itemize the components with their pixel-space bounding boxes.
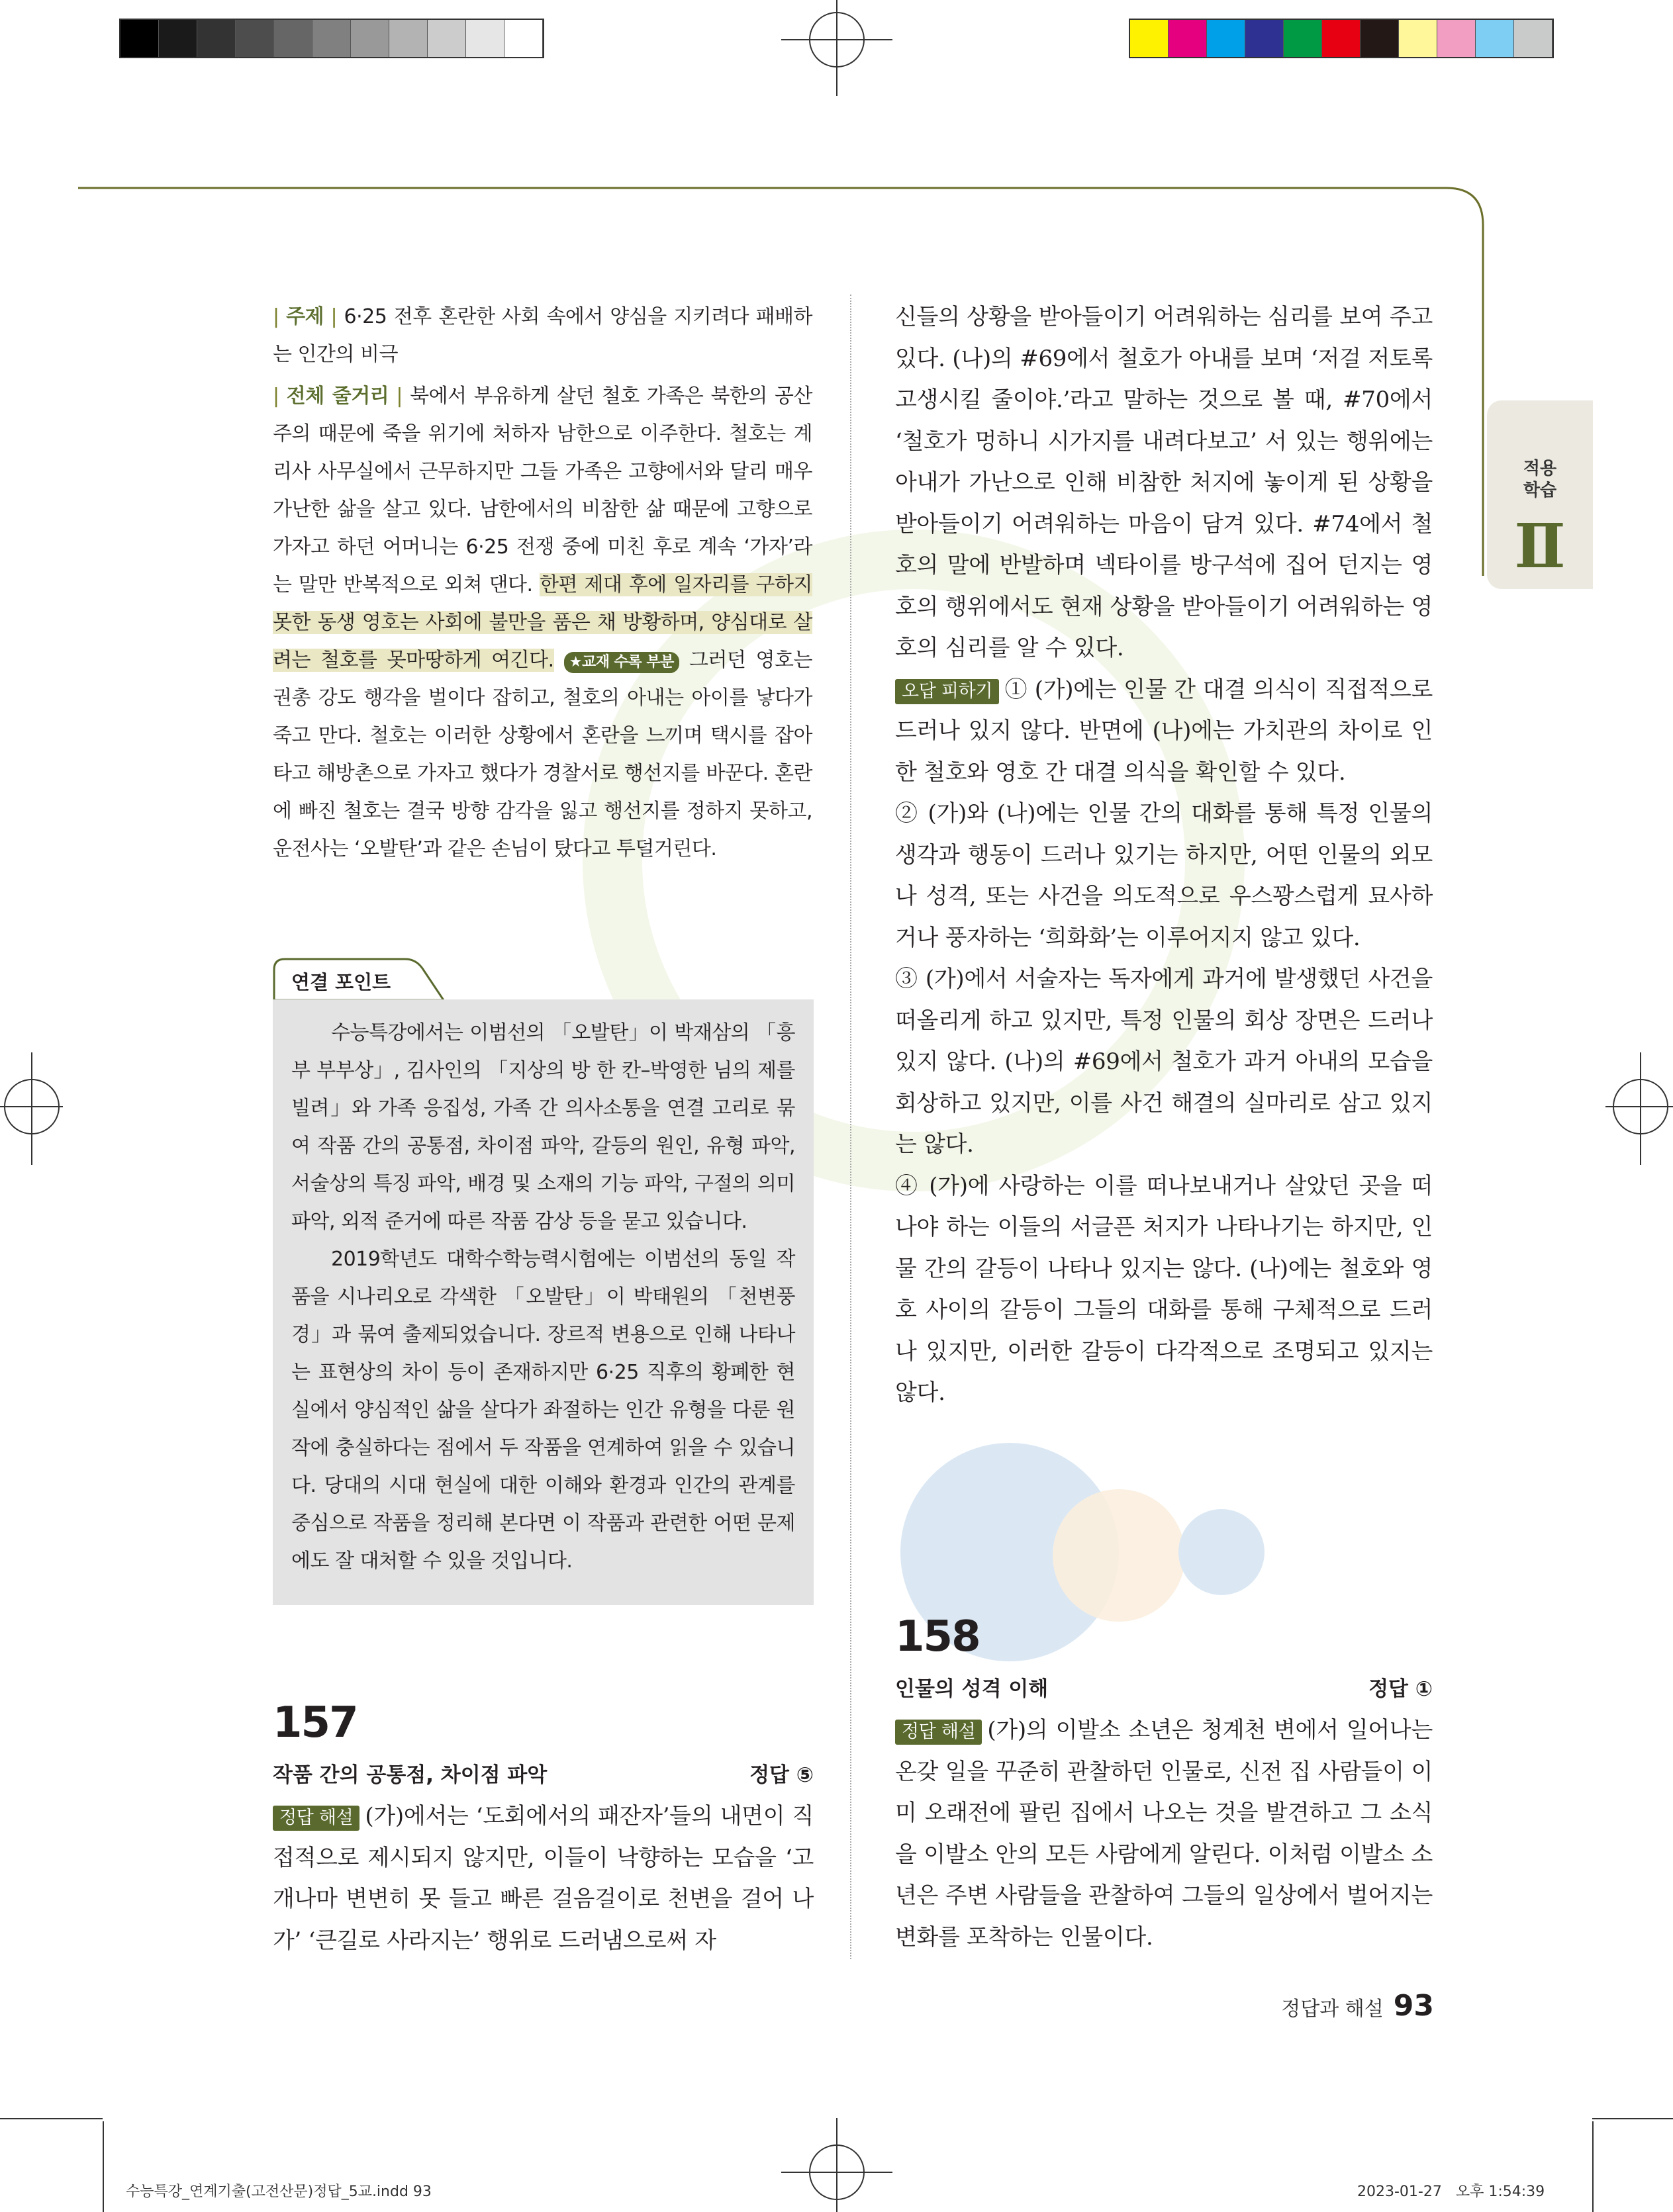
question-157 — [273, 1691, 814, 1961]
theme-paragraph: | 주제 | 6·25 전후 혼란한 사회 속에서 양심을 지키려다 패배하는 인간의 비극 — [273, 305, 813, 366]
textbook-badge-label: 교재 수록 부분 — [582, 654, 674, 670]
question-explanation — [273, 1796, 814, 1961]
wrong-answer-tag: 오답 피하기 — [895, 679, 999, 704]
question-answer: 정답 ① — [1368, 1677, 1433, 1701]
chapter-side-tab — [1487, 400, 1593, 589]
watermark-circle-3 — [1178, 1509, 1265, 1595]
right-column — [895, 297, 1433, 1414]
connection-paragraph-1: 수능특강에서는 이범선의 「오발탄」이 박재삼의 「흥부 부부상」, 김사인의 「지상의 방 한 칸–박영한 님의 제를 빌려」와 가족 응집성, 가족 간 의사소통을 연결 고리로 묶여 작품 간의 공통점, 차이점 파악, 갈등의 원인, 유형 파악, 서술상의 특징 파악, 배경 및 소재의 기능 파악, 구절의 의미 파악, 외적 준거에 따른 작품 감상 등을 묻고 있습니다. — [291, 1021, 795, 1233]
explanation-text: (가)에서는 ‘도회에서의 패잔자’들의 내면이 직접적으로 제시되지 않지만, 이들이 낙향하는 모습을 ‘고개나마 변변히 못 들고 빠른 걸음걸이로 천변을 걸어 나가’ ‘큰길로 사라지는’ 행위로 드러냄으로써 자 — [273, 1803, 814, 1954]
textbook-badge — [564, 652, 679, 673]
section-name: 정답과 해설 — [1281, 1998, 1384, 2021]
side-tab-numeral: Ⅱ — [1514, 510, 1566, 582]
answer-explanation-tag: 정답 해설 — [273, 1806, 359, 1831]
page-number: 93 — [1393, 1989, 1434, 2023]
question-158 — [895, 1605, 1433, 1958]
plot-text-a: 북에서 부유하게 살던 철호 가족은 북한의 공산주의 때문에 죽을 위기에 처하자 남한으로 이주한다. 철호는 계리사 사무실에서 근무하지만 그들 가족은 고향에서와 달리 매우 가난한 삶을 살고 있다. 남한에서의 비참한 삶 때문에 고향으로 가자고 하던 어머니는 6·25 전쟁 중에 미친 후로 계속 ‘가자’라는 말만 반복적으로 외쳐 댄다. — [273, 385, 812, 596]
process-color-bar — [1129, 19, 1554, 58]
wrong-answer-2: ② (가)와 (나)에는 인물 간의 대화를 통해 특정 인물의 생각과 행동이 드러나 있기는 하지만, 어떤 인물의 외모나 성격, 또는 사건을 의도적으로 우스꽝스럽게 묘사하거나 풍자하는 ‘희화화’는 이루어지지 않고 있다. — [895, 800, 1433, 951]
plot-highlight: 한편 제대 후에 일자리를 구하지 못한 동생 영호는 사회에 불만을 품은 채 방황하며, 양심대로 살려는 철호를 못마땅하게 여긴다. — [273, 573, 812, 672]
answer-explanation-tag: 정답 해설 — [895, 1720, 982, 1745]
side-tab-label-1: 적용 — [1523, 459, 1557, 479]
plot-paragraph: | 전체 줄거리 | 북에서 부유하게 살던 철호 가족은 북한의 공산주의 때문에 죽을 위기에 처하자 남한으로 이주한다. 철호는 계리사 사무실에서 근무하지만 그들 가족은 고향에서와 달리 매우 가난한 삶을 살고 있다. 남한에서의 비참한 삶 때문에 고향으로 가자고 하던 어머니는 6·25 전쟁 중에 미친 후로 계속 ‘가자’라는 말만 반복적으로 외쳐 댄다. 한편 제대 후에 일자리를 구하지 못한 동생 영호는 사회에 불만을 품은 채 방황하며, 양심대로 살려는 철호를 못마땅하게 여긴다. ★교재 수록 부분 그러던 영호는 권총 강도 행각을 벌이다 잡히고, 철호의 아내는 아이를 낳다가 죽고 만다. 철호는 이러한 상황에서 혼란을 느끼며 택시를 잡아타고 해방촌으로 가자고 했다가 경찰서로 행선지를 바꾼다. 혼란에 빠진 철호는 결국 방향 감각을 잃고 행선지를 정하지 못하고, 운전사는 ‘오발탄’과 같은 손님이 탔다고 투덜거린다. — [273, 385, 812, 860]
connection-paragraph-2: 2019학년도 대학수학능력시험에는 이범선의 동일 작품을 시나리오로 각색한 「오발탄」이 박태원의 「천변풍경」과 묶여 출제되었습니다. 장르적 변용으로 인해 나타나는 표현상의 차이 등이 존재하지만 6·25 직후의 황폐한 현실에서 양심적인 삶을 살다가 좌절하는 인간 유형을 다룬 원작에 충실하다는 점에서 두 작품을 연계하여 읽을 수 있습니다. 당대의 시대 현실에 대한 이해와 환경과 인간의 관계를 중심으로 작품을 정리해 본다면 이 작품과 관련한 어떤 문제에도 잘 대처할 수 있을 것입니다. — [291, 1248, 795, 1573]
timestamp: 2023-01-27 오후 1:54:39 — [1357, 2184, 1545, 2200]
plot-label: 전체 줄거리 — [286, 385, 389, 408]
wrong-answer-4: ④ (가)에 사랑하는 이를 떠나보내거나 살았던 곳을 떠나야 하는 이들의 서글픈 처지가 나타나기는 하지만, 인물 간의 갈등이 나타나 있지는 않다. (나)에는 철호와 영호 사이의 갈등이 그들의 대화를 통해 구체적으로 드러나 있지만, 이러한 갈등이 다각적으로 조명되고 있지는 않다. — [895, 1172, 1433, 1406]
question-header — [895, 1673, 1433, 1706]
question-number: 158 — [895, 1612, 980, 1661]
wrong-answer-3: ③ (가)에서 서술자는 독자에게 과거에 발생했던 사건을 떠올리게 하고 있지만, 특정 인물의 회상 장면은 드러나 있지 않다. (나)의 #69에서 철호가 과거 아내의 모습을 회상하고 있지만, 이를 사건 해결의 실마리로 삼고 있지는 않다. — [895, 966, 1433, 1158]
summary-section — [273, 298, 812, 868]
file-name: 수능특강_연계기출(고전산문)정답_5교.indd 93 — [126, 2184, 432, 2200]
column-divider — [850, 295, 851, 1959]
question-explanation — [895, 1710, 1433, 1958]
explanation-continued: 신들의 상황을 받아들이기 어려워하는 심리를 보여 주고 있다. (나)의 #69에서 철호가 아내를 보며 ‘저걸 저토록 고생시킬 줄이야.’라고 말하는 것으로 볼 때, #70에서 ‘철호가 멍하니 시가지를 내려다보고’ 서 있는 행위에는 아내가 가난으로 인해 비참한 처지에 놓이게 된 상황을 받아들이기 어려워하는 마음이 담겨 있다. #74에서 철호의 말에 반발하며 넥타이를 방구석에 집어 던지는 영호의 행위에서도 현재 상황을 받아들이기 어려워하는 영호의 심리를 알 수 있다. — [895, 304, 1433, 661]
question-title: 작품 간의 공통점, 차이점 파악 — [273, 1763, 548, 1787]
theme-text: 6·25 전후 혼란한 사회 속에서 양심을 지키려다 패배하는 인간의 비극 — [273, 305, 813, 366]
question-answer: 정답 ⑤ — [749, 1763, 814, 1787]
question-number: 157 — [273, 1698, 358, 1747]
grayscale-color-bar — [119, 19, 544, 58]
question-title: 인물의 성격 이해 — [895, 1677, 1049, 1701]
wrong-answer-1-text: ① (가)에는 인물 간 대결 의식이 직접적으로 드러나 있지 않다. 반면에 (나)에는 가치관의 차이로 인한 철호와 영호 간 대결 의식을 확인할 수 있다. — [895, 676, 1433, 786]
explanation-text: (가)의 이발소 소년은 청계천 변에서 일어나는 온갖 일을 꾸준히 관찰하던 인물로, 신전 집 사람들이 이미 오래전에 팔린 집에서 나오는 것을 발견하고 그 소식을 이발소 안의 모든 사람에게 알린다. 이처럼 이발소 소년은 주변 사람들을 관찰하여 그들의 일상에서 벌어지는 변화를 포착하는 인물이다. — [895, 1717, 1433, 1951]
connection-box — [273, 999, 814, 1605]
plot-text-b: 그러던 영호는 권총 강도 행각을 벌이다 잡히고, 철호의 아내는 아이를 낳다가 죽고 만다. 철호는 이러한 상황에서 혼란을 느끼며 택시를 잡아타고 해방촌으로 가자고 했다가 경찰서로 행선지를 바꾼다. 혼란에 빠진 철호는 결국 방향 감각을 잃고 행선지를 정하지 못하고, 운전사는 ‘오발탄’과 같은 손님이 탔다고 투덜거린다. — [273, 649, 812, 860]
connection-title: 연결 포인트 — [291, 971, 391, 993]
star-icon: ★ — [569, 654, 583, 670]
page-footer — [1225, 1989, 1434, 2023]
watermark-circle-2 — [1053, 1489, 1185, 1622]
question-header — [273, 1759, 814, 1792]
wrong-answer-1 — [895, 669, 1433, 794]
theme-label: 주제 — [286, 305, 324, 328]
side-tab-label-2: 학습 — [1523, 481, 1557, 500]
